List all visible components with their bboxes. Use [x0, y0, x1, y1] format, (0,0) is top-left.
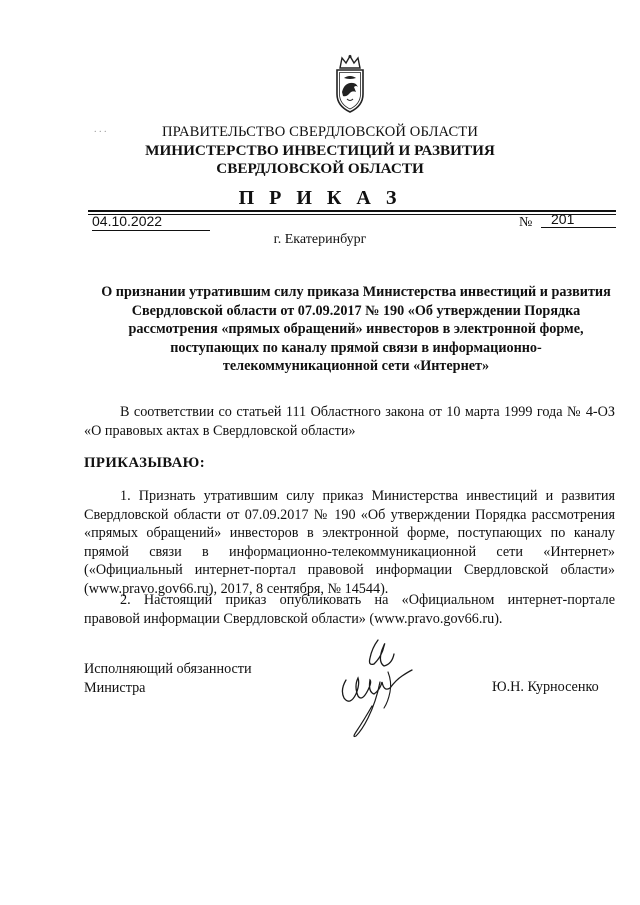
order-word: ПРИКАЗЫВАЮ:	[84, 455, 206, 471]
signatory-role	[84, 660, 252, 698]
preamble-paragraph: В соответствии со статьей 111 Областного закона от 10 марта 1999 года № 4-ОЗ «О правовых актах в Свердловской области»	[84, 404, 615, 439]
city: г. Екатеринбург	[273, 232, 367, 247]
signatory-role-line1: Исполняющий обязанности	[84, 661, 252, 677]
scan-dots: . . .	[94, 124, 107, 135]
signatory-role-line2: Министра	[84, 680, 146, 696]
government-name: ПРАВИТЕЛЬСТВО СВЕРДЛОВСКОЙ ОБЛАСТИ	[162, 124, 478, 140]
ministry-name-line1: МИНИСТЕРСТВО ИНВЕСТИЦИЙ И РАЗВИТИЯ	[145, 142, 495, 159]
order-number-label: №	[519, 215, 533, 230]
header-rule-thick	[88, 210, 616, 212]
order-item-2: 2. Настоящий приказ опубликовать на «Официальном интернет-портале правовой информации Свердловской области» (www.pravo.gov66.ru).	[84, 592, 615, 627]
order-item-1: 1. Признать утратившим силу приказ Министерства инвестиций и развития Свердловской области от 07.09.2017 № 190 «Об утверждении Порядка рассмотрения «прямых обращений» инвесторов в электронной форме, поступающих по каналу прямой связи в информационно-телекоммуникационной сети «Интернет» («Официальный интернет-портал правовой информации Свердловской области» (www.pravo.gov66.ru), 2017, 8 сентября, № 14544).	[84, 488, 615, 597]
order-date: 04.10.2022	[92, 213, 210, 231]
ministry-name-line2: СВЕРДЛОВСКОЙ ОБЛАСТИ	[216, 160, 424, 177]
signatory-name: Ю.Н. Курносенко	[492, 679, 599, 695]
coat-of-arms-icon	[330, 54, 370, 116]
document-type: П Р И К А З	[238, 187, 402, 209]
order-title: О признании утратившим силу приказа Министерства инвестиций и развития Свердловской области от 07.09.2017 № 190 «Об утверждении Порядка рассмотрения «прямых обращений» инвесторов в электронной форме, поступающих по каналу прямой связи в информационно-телекоммуникационной сети «Интернет»	[101, 284, 611, 374]
order-number: 201	[541, 211, 616, 228]
handwritten-signature	[332, 636, 424, 740]
